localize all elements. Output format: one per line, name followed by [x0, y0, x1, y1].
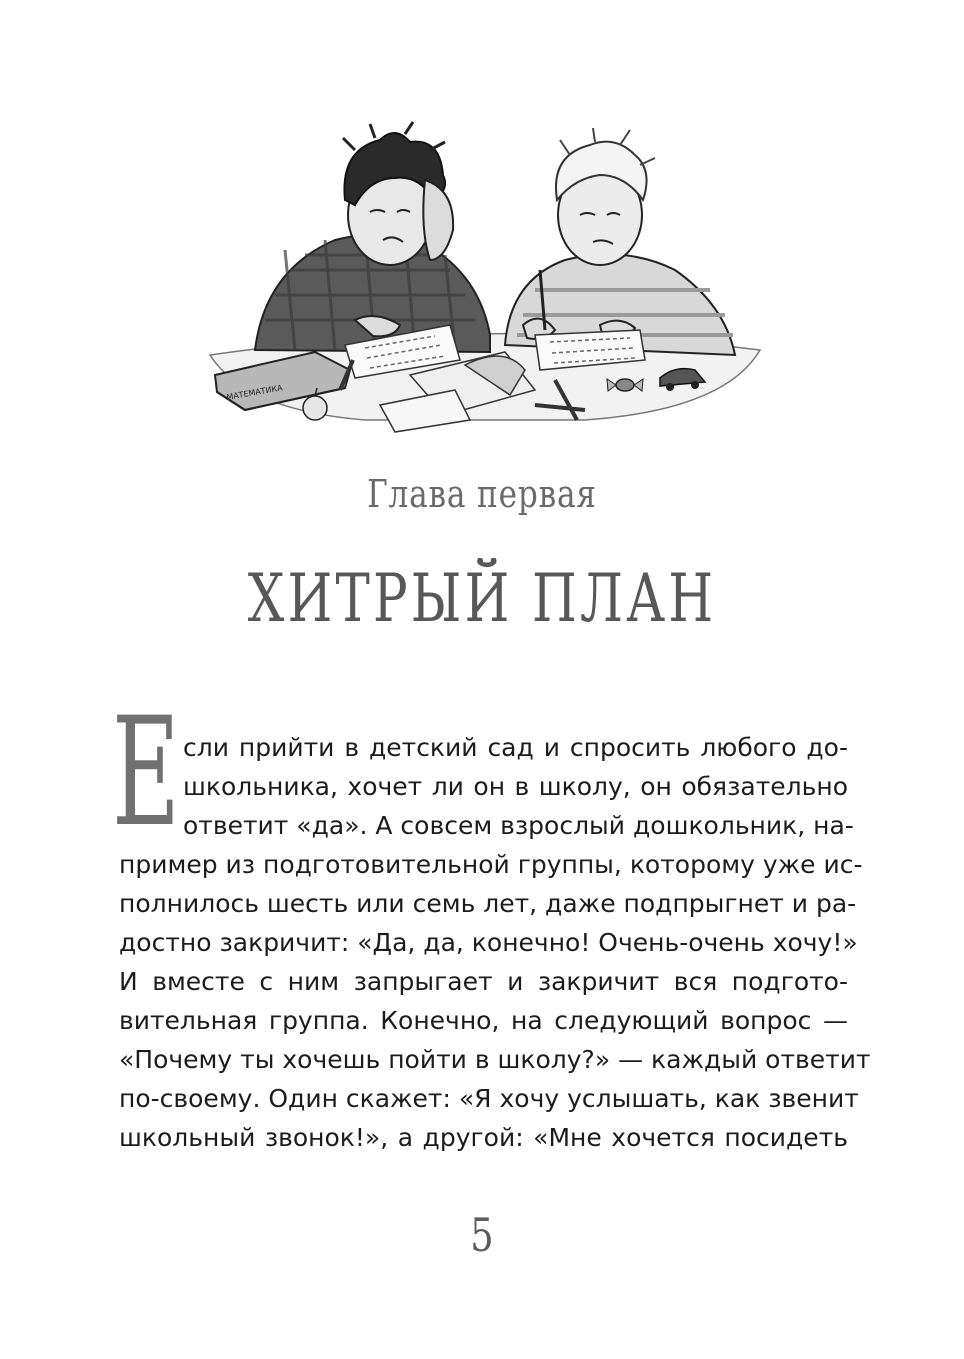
- text-line: достно закричит: «Да, да, конечно! Очень-очень хочу!»: [119, 928, 858, 957]
- text-line: полнилось шесть или семь лет, даже подпрыгнет и ра-: [119, 889, 857, 918]
- text-line: И вместе с ним запрыгает и закричит вся подгото-: [119, 967, 848, 996]
- text-line: вительная группа. Конечно, на следующий вопрос —: [119, 1006, 848, 1035]
- text-line: школьный звонок!», а другой: «Мне хочется посидеть: [119, 1123, 848, 1152]
- text-line: сли прийти в детский сад и спросить любого до-: [183, 733, 848, 762]
- text-line: «Почему ты хочешь пойти в школу?» — каждый ответит: [119, 1045, 871, 1074]
- text-line: пример из подготовительной группы, которому уже ис-: [119, 850, 863, 879]
- text-line: школьника, хочет ли он в школу, он обязательно: [183, 772, 848, 801]
- drop-cap: Е: [112, 686, 180, 860]
- chapter-label: Глава первая: [367, 472, 597, 516]
- chapter-title: ХИТРЫЙ ПЛАН: [247, 560, 717, 637]
- text-line: по-своему. Один скажет: «Я хочу услышать, как звенит: [119, 1084, 859, 1113]
- illustration-drawing: [205, 120, 765, 450]
- text-line: ответит «да». А совсем взрослый дошкольник, на-: [183, 811, 854, 840]
- chapter-body-text: [119, 728, 871, 1157]
- book-label: МАТЕМАТИКА: [225, 383, 284, 402]
- illustration-boys-doing-homework: [205, 120, 765, 450]
- page-number: 5: [470, 1208, 494, 1262]
